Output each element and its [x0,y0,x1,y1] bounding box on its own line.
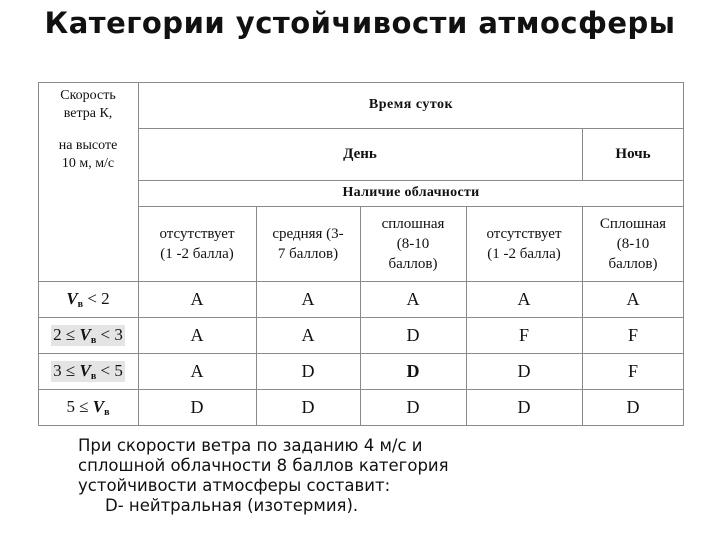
cloudiness-header: Наличие облачности [342,185,480,200]
cloud-col-line: отсутствует [159,225,235,242]
cloud-col-1 [138,206,256,281]
conclusion-note [78,436,638,516]
table-cell: D [517,360,531,381]
table-cell: D [626,396,640,417]
stability-table [38,82,684,426]
page-title: Категории устойчивости атмосферы [44,6,676,40]
table-cell: A [517,288,531,309]
wind-speed-header [38,82,138,128]
cloud-col-3 [360,206,466,281]
cloud-col-line: отсутствует [486,225,562,242]
cloud-col-line: баллов) [388,255,438,272]
time-of-day-header: Время суток [368,97,454,112]
table-cell: D [406,324,420,345]
height-header-line: 10 м, м/с [61,156,115,171]
cloud-col-line: средняя (3- [272,225,344,242]
cloud-col-line: (1 -2 балла) [160,245,234,262]
height-header [38,132,138,178]
table-cell: A [190,288,204,309]
note-line: сплошной облачности 8 баллов категория [78,456,449,475]
cloud-col-line: Сплошная [599,215,667,232]
height-header-line: на высоте [58,138,118,153]
cloud-col-line: сплошная [381,215,445,232]
table-border-bottom [38,425,684,426]
cloud-col-4 [466,206,582,281]
day-header: День [343,146,377,162]
condition-row-4: 5 ≤ Vв [66,396,110,418]
night-header: Ночь [615,146,651,162]
table-cell: A [301,324,315,345]
table-cell: A [190,324,204,345]
condition-row-1: Vв < 2 [66,288,110,310]
table-cell: D [406,396,420,417]
table-cell: D [301,396,315,417]
table-cell: D [301,360,315,381]
condition-row-2: 2 ≤ Vв < 3 [53,324,123,346]
note-line: D- нейтральная (изотермия). [105,496,359,515]
cloud-col-2 [256,206,360,281]
table-cell-highlight: D [406,360,420,381]
wind-speed-header-line: Скорость [60,88,116,103]
table-cell: D [517,396,531,417]
table-cell: A [190,360,204,381]
table-cell: A [301,288,315,309]
table-cell: D [190,396,204,417]
cloud-col-5 [582,206,684,281]
table-cell: A [406,288,420,309]
wind-speed-header-line: ветра К, [63,106,113,121]
note-line: При скорости ветра по заданию 4 м/с и [78,436,423,455]
cloud-col-line: баллов) [608,255,658,272]
table-cell: A [626,288,640,309]
cloud-col-line: (8-10 [396,235,430,252]
cloud-col-line: (1 -2 балла) [487,245,561,262]
table-cell: F [627,360,638,381]
table-cell: F [627,324,638,345]
condition-row-3: 3 ≤ Vв < 5 [53,360,123,382]
note-line: устойчивости атмосферы составит: [78,476,391,495]
table-cell: F [518,324,529,345]
cloud-col-line: (8-10 [616,235,650,252]
cloud-col-line: 7 баллов) [277,245,339,262]
